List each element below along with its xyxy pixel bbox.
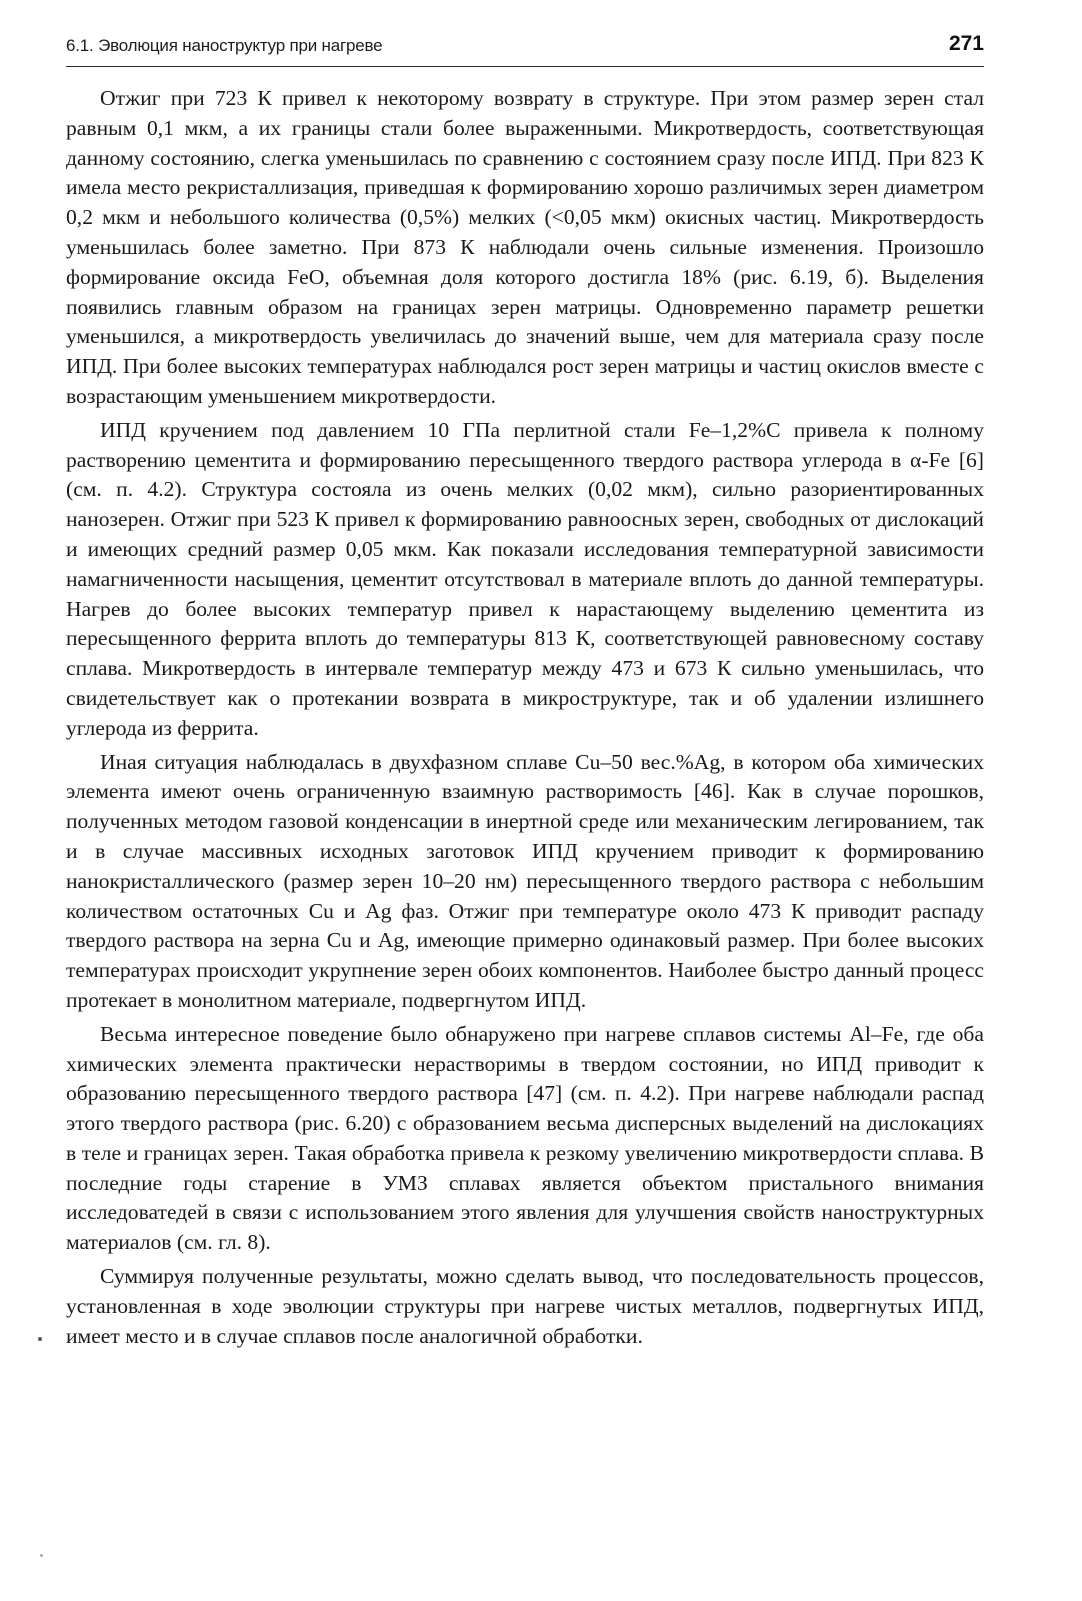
paragraph-pearlitic-steel: ИПД кручением под давлением 10 ГПа перлитной стали Fe–1,2%С привела к полному растворению цементита и формированию пересыщенного твердого раствора углерода в α-Fe [6] (см. п. 4.2). Структура состояла из очень мелких (0,02 мкм), сильно разориентированных нанозерен. Отжиг при 523 К привел к формированию равноосных зерен, свободных от дислокаций и имеющих средний размер 0,05 мкм. Как показали исследования температурной зависимости намагниченности насыщения, цементит отсутствовал в материале вплоть до данной температуры. Нагрев до более высоких температур привел к нарастающему выделению цементита из пересыщенного феррита вплоть до температуры 813 К, соответствующей равновесному составу сплава. Микротвердость в интервале температур между 473 и 673 К сильно уменьшилась, что свидетельствует как о протекании возврата в микроструктуре, так и об удалении излишнего углерода из феррита. <box>66 417 984 740</box>
paragraph-summary: Суммируя полученные результаты, можно сделать вывод, что последовательность процессов, установленная в ходе эволюции структуры при нагреве чистых металлов, подвергнутых ИПД, имеет место и в случае сплавов после аналогичной обработки. <box>66 1264 984 1348</box>
scan-speck <box>38 1337 42 1341</box>
page-number: 271 <box>948 32 984 55</box>
paragraph-al-fe-alloy: Весьма интересное поведение было обнаружено при нагреве сплавов системы Al–Fe, где оба химических элемента практически нерастворимы в твердом состоянии, но ИПД приводит к образованию пересыщенного твердого раствора [47] (см. п. 4.2). При нагреве наблюдали распад этого твердого раствора (рис. 6.20) с образованием весьма дисперсных выделений на дислокациях в теле и границах зерен. Такая обработка привела к резкому увеличению микротвердости сплава. В последние годы старение в УМЗ сплавах является объектом пристального внимания исследоватедей в связи с использованием этого явления для улучшения свойств наноструктурных материалов (см. гл. 8). <box>66 1021 984 1255</box>
section-title: 6.1. Эволюция наноструктур при нагреве <box>66 36 383 55</box>
paragraph-cu-ag-alloy: Иная ситуация наблюдалась в двухфазном сплаве Cu–50 вес.%Ag, в котором оба химических элемента имеют очень ограниченную взаимную растворимость [46]. Как в случае порошков, полученных методом газовой конденсации в инертной среде или механическим легированием, так и в случае массивных исходных заготовок ИПД кручением приводит к формированию нанокристаллического (размер зерен 10–20 нм) пересыщенного твердого раствора с небольшим количеством остаточных Cu и Ag фаз. Отжиг при температуре около 473 К приводит распаду твердого раствора на зерна Cu и Ag, имеющие примерно одинаковый размер. При более высоких температурах происходит укрупнение зерен обоих компонентов. Наиболее быстро данный процесс протекает в монолитном материале, подвергнутом ИПД. <box>66 749 984 1012</box>
scan-speck <box>40 1554 43 1557</box>
body-text <box>66 84 984 1355</box>
running-header <box>66 30 984 67</box>
paragraph-annealing-fe: Отжиг при 723 К привел к некоторому возврату в структуре. При этом размер зерен стал равным 0,1 мкм, а их границы стали более выраженными. Микротвердость, соответствующая данному состоянию, слегка уменьшилась по сравнению с состоянием сразу после ИПД. При 823 К имела место рекристаллизация, приведшая к формированию хорошо различимых зерен диаметром 0,2 мкм и небольшого количества (0,5%) мелких (<0,05 мкм) окисных частиц. Микротвердость уменьшилась более заметно. При 873 К наблюдали очень сильные изменения. Произошло формирование оксида FeO, объемная доля которого достигла 18% (рис. 6.19, б). Выделения появились главным образом на границах зерен матрицы. Одновременно параметр решетки уменьшился, а микротвердость увеличилась до значений выше, чем для материала сразу после ИПД. При более высоких температурах наблюдался рост зерен матрицы и частиц окислов вместе с возрастающим уменьшением микротвердости. <box>66 86 984 408</box>
